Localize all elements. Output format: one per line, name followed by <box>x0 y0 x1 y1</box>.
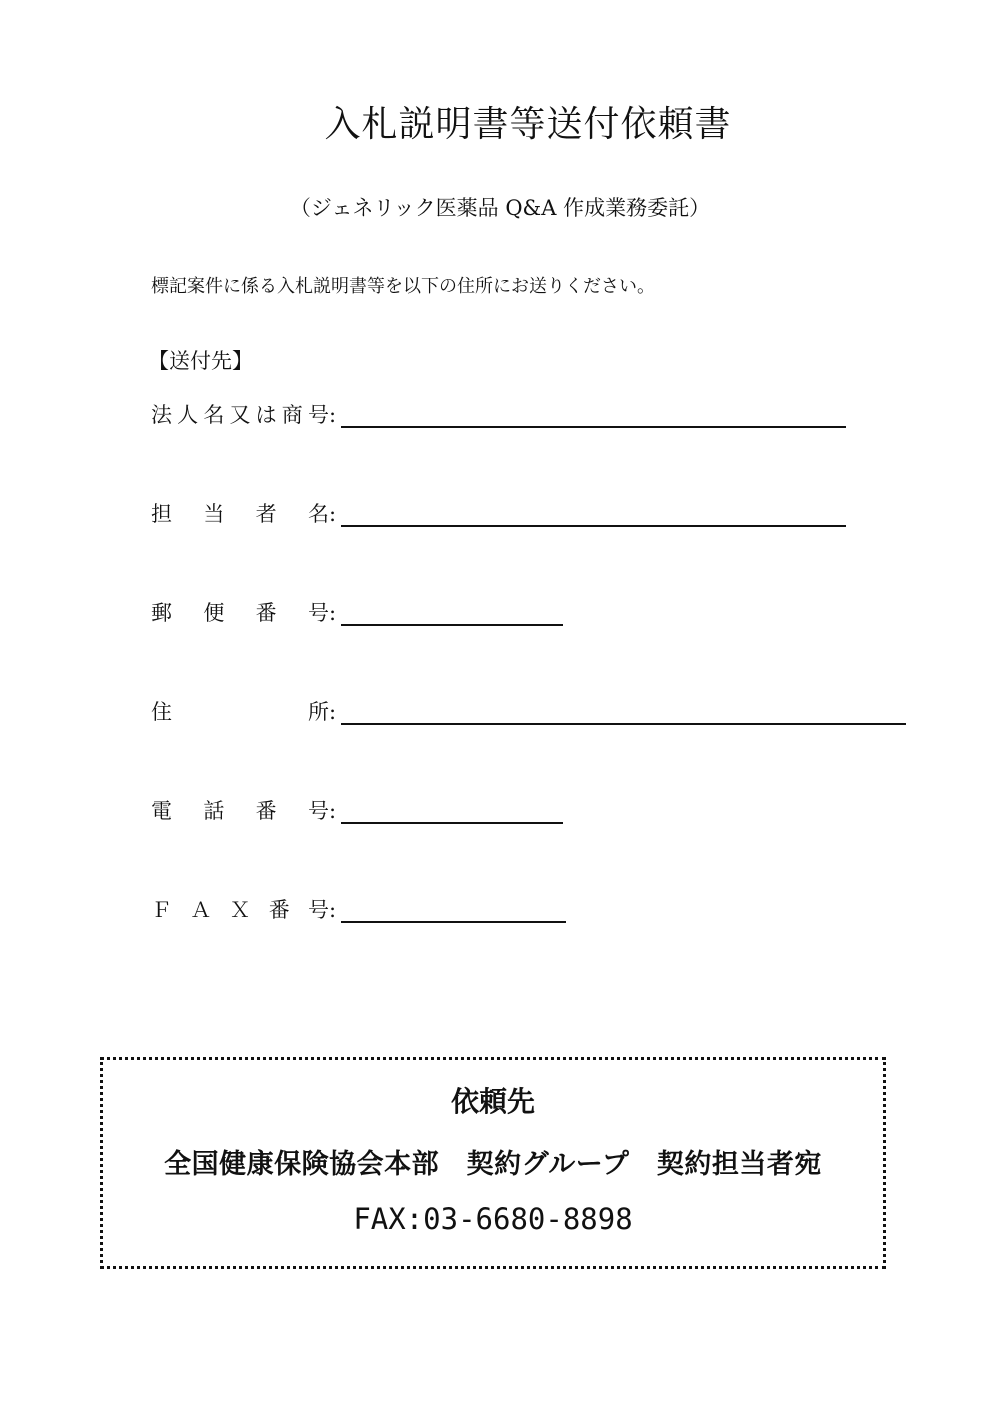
recipient-box <box>100 1057 886 1269</box>
intro-text: 標記案件に係る入札説明書等を以下の住所にお送りください。 <box>151 276 655 297</box>
field-label: 担 当 者 名 <box>151 502 329 526</box>
fax-number-input-line[interactable] <box>341 921 566 923</box>
document-title: 入札説明書等送付依頼書 <box>324 104 732 145</box>
field-colon: : <box>329 898 337 922</box>
phone-number-input-line[interactable] <box>341 822 563 824</box>
field-colon: : <box>329 601 337 625</box>
document-subtitle: （ジェネリック医薬品 Q&A 作成業務委託） <box>289 196 711 220</box>
field-colon: : <box>329 403 337 427</box>
field-colon: : <box>329 700 337 724</box>
field-label: 法 人 名 又 は 商 号 <box>151 403 329 427</box>
address-input-line[interactable] <box>341 723 906 725</box>
field-colon: : <box>329 799 337 823</box>
recipient-organization: 全国健康保険協会本部 契約グループ 契約担当者宛 <box>164 1149 822 1180</box>
field-label: 電 話 番 号 <box>151 799 329 823</box>
postal-code-input-line[interactable] <box>341 624 563 626</box>
recipient-fax: FAX:03-6680-8898 <box>353 1202 633 1236</box>
recipient-heading: 依頼先 <box>450 1085 535 1118</box>
contact-person-input-line[interactable] <box>341 525 846 527</box>
field-label: 郵 便 番 号 <box>151 601 329 625</box>
field-colon: : <box>329 502 337 526</box>
field-label: 住 所 <box>151 700 329 724</box>
section-heading: 【送付先】 <box>148 349 253 373</box>
field-label: Ｆ Ａ Ｘ 番 号 <box>151 898 329 922</box>
company-name-input-line[interactable] <box>341 426 846 428</box>
